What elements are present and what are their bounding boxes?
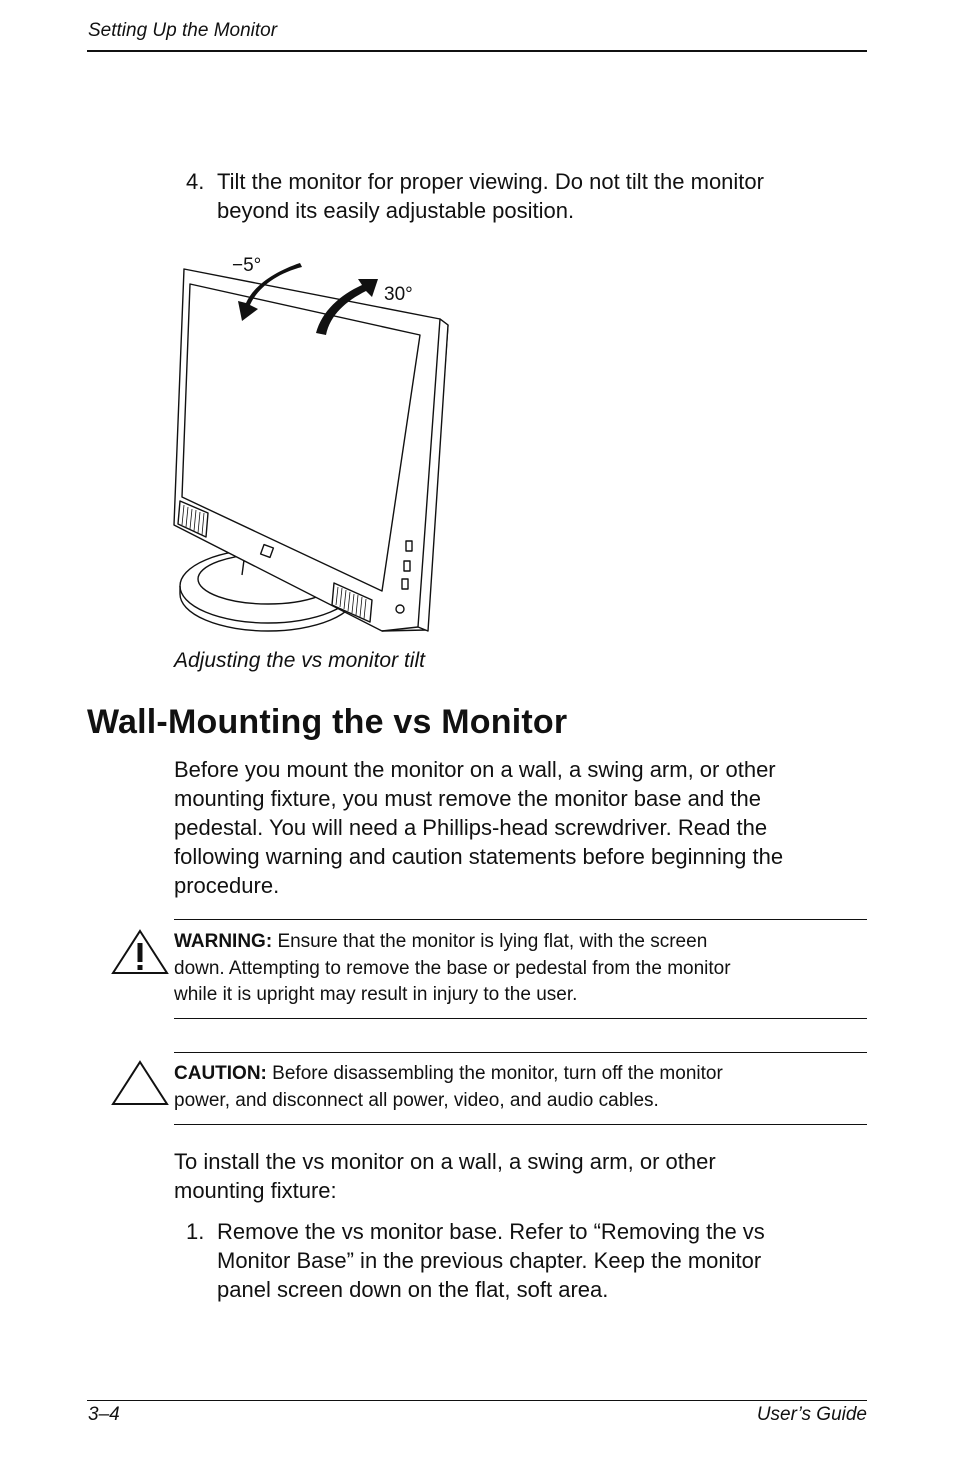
paragraph-line: pedestal. You will need a Phillips-head screwdriver. Read the — [174, 815, 768, 840]
install-paragraph — [174, 1147, 854, 1205]
step-number: 1. — [186, 1219, 205, 1244]
caution-text-line: Before disassembling the monitor, turn off the monitor — [272, 1063, 723, 1084]
intro-paragraph — [174, 755, 854, 900]
caution-text-line: power, and disconnect all power, video, and audio cables. — [174, 1089, 659, 1111]
step-text-line: Monitor Base” in the previous chapter. Keep the monitor — [217, 1248, 762, 1273]
caution-label: CAUTION: — [174, 1063, 267, 1084]
step-text-line: panel screen down on the flat, soft area. — [217, 1277, 609, 1302]
caution-notice — [174, 1061, 866, 1114]
step-number: 4. — [186, 169, 205, 194]
step-text-line: Tilt the monitor for proper viewing. Do not tilt the monitor — [217, 169, 764, 194]
figure-caption: Adjusting the vs monitor tilt — [174, 649, 425, 672]
paragraph-line: mounting fixture: — [174, 1178, 337, 1203]
monitor-tilt-illustration — [150, 245, 480, 645]
paragraph-line: To install the vs monitor on a wall, a swing arm, or other — [174, 1149, 716, 1174]
caution-bottom-rule — [174, 1124, 867, 1125]
paragraph-line: procedure. — [174, 873, 280, 898]
warning-text-line: Ensure that the monitor is lying flat, with the screen — [277, 931, 708, 952]
step-1 — [186, 1217, 866, 1307]
step-text-line: beyond its easily adjustable position. — [217, 198, 575, 223]
caution-top-rule — [174, 1052, 867, 1053]
warning-text-line: down. Attempting to remove the base or pedestal from the monitor — [174, 957, 731, 979]
caution-icon — [110, 1059, 170, 1112]
step-4 — [186, 167, 866, 227]
footer-rule — [87, 1400, 867, 1401]
warning-notice — [174, 929, 866, 1009]
step-text-line: Remove the vs monitor base. Refer to “Removing the vs — [217, 1219, 765, 1244]
section-heading: Wall-Mounting the vs Monitor — [87, 703, 568, 741]
header-rule — [87, 50, 867, 52]
monitor-drawing — [150, 245, 480, 645]
paragraph-line: mounting fixture, you must remove the monitor base and the — [174, 786, 761, 811]
guide-title: User’s Guide — [756, 1404, 867, 1425]
running-header: Setting Up the Monitor — [88, 20, 278, 41]
warning-text-line: while it is upright may result in injury to the user. — [174, 984, 578, 1005]
warning-icon — [110, 928, 170, 981]
warning-bottom-rule — [174, 1018, 867, 1019]
tilt-back-angle-label: −5° — [232, 255, 262, 276]
warning-top-rule — [174, 919, 867, 920]
warning-label: WARNING: — [174, 931, 273, 952]
paragraph-line: following warning and caution statements before beginning the — [174, 844, 784, 869]
paragraph-line: Before you mount the monitor on a wall, a swing arm, or other — [174, 757, 776, 782]
tilt-forward-angle-label: 30° — [384, 284, 413, 305]
page-number: 3–4 — [88, 1404, 120, 1425]
